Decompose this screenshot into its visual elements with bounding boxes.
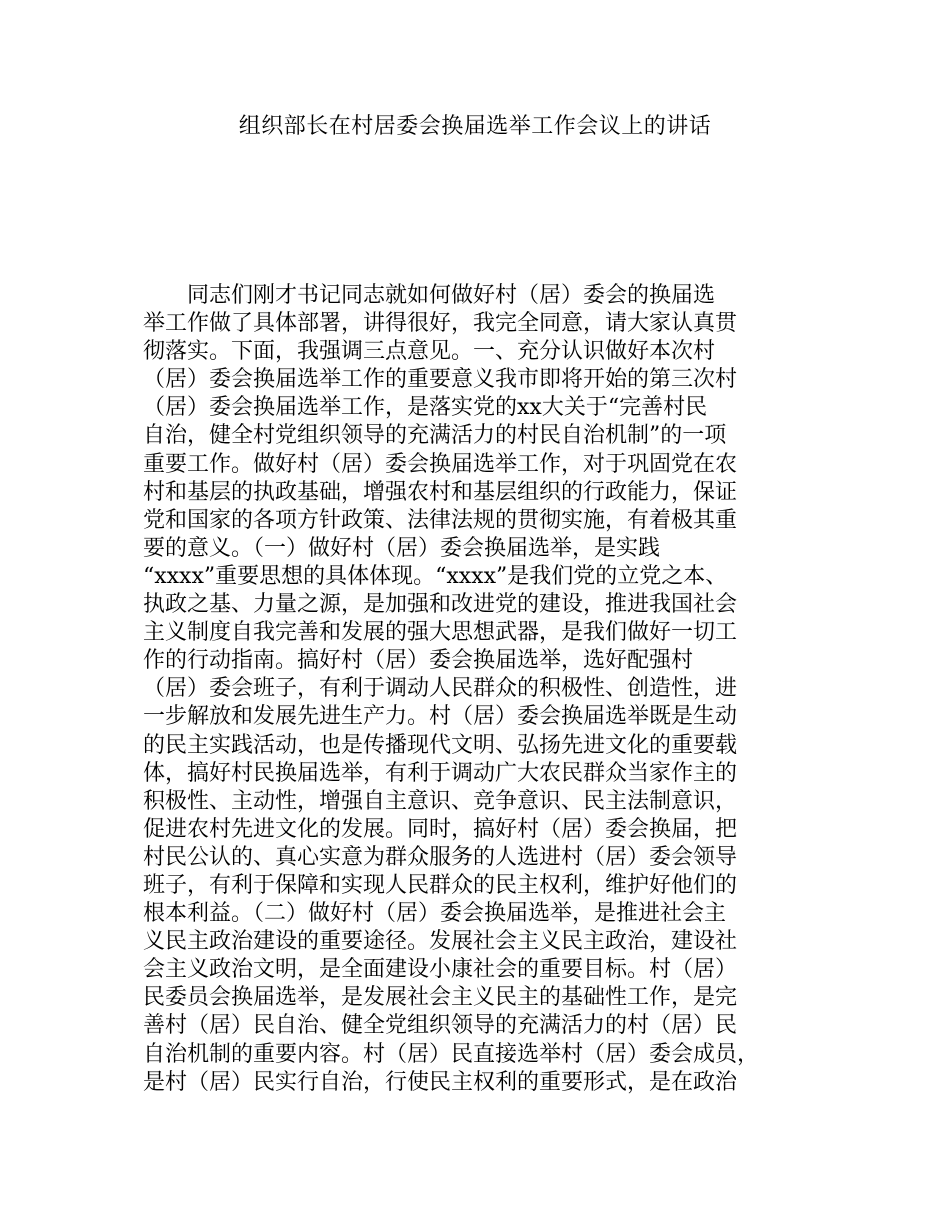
body-line: 积极性、主动性，增强自主意识、竞争意识、民主法制意识，: [143, 788, 738, 814]
body-line: 根本利益。（二）做好村（居）委会换届选举，是推进社会主: [143, 901, 727, 927]
body-line: 村民公认的、真心实意为群众服务的人选进村（居）委会领导: [143, 844, 738, 870]
body-line: 主义制度自我完善和发展的强大思想武器，是我们做好一切工: [143, 620, 738, 646]
body-line: 村和基层的执政基础，增强农村和基层组织的行政能力，保证: [143, 479, 738, 505]
body-line: 重要工作。做好村（居）委会换届选举工作，对于巩固党在农: [143, 451, 738, 477]
body-line: 党和国家的各项方针政策、法律法规的贯彻实施，有着极其重: [143, 507, 738, 533]
document-title: 组织部长在村居委会换届选举工作会议上的讲话: [238, 114, 712, 139]
body-line: 同志们刚才书记同志就如何做好村（居）委会的换届选: [143, 283, 716, 308]
body-line: 执政之基、力量之源，是加强和改进党的建设，推进我国社会: [143, 592, 738, 618]
body-line: 义民主政治建设的重要途径。发展社会主义民主政治，建设社: [143, 929, 738, 955]
document-body: [143, 282, 825, 1097]
body-line: （居）委会班子，有利于调动人民群众的积极性、创造性，进: [143, 676, 738, 702]
body-line: 班子，有利于保障和实现人民群众的民主权利，维护好他们的: [143, 872, 738, 898]
body-line: （居）委会换届选举工作的重要意义我市即将开始的第三次村: [143, 367, 738, 393]
body-line: 体，搞好村民换届选举，有利于调动广大农民群众当家作主的: [143, 760, 738, 786]
body-line: “xxxx”重要思想的具体体现。“xxxx”是我们党的立党之本、: [143, 563, 728, 589]
body-line: 会主义政治文明，是全面建设小康社会的重要目标。村（居）: [143, 957, 738, 983]
body-line: 一步解放和发展先进生产力。村（居）委会换届选举既是生动: [143, 704, 738, 730]
body-line: （居）委会换届选举工作，是落实党的xx大关于“完善村民: [143, 395, 708, 421]
body-line: 是村（居）民实行自治，行使民主权利的重要形式，是在政治: [143, 1069, 738, 1095]
body-line: 民委员会换届选举，是发展社会主义民主的基础性工作，是完: [143, 985, 738, 1011]
body-line: 要的意义。（一）做好村（居）委会换届选举，是实践: [143, 535, 661, 561]
body-line: 的民主实践活动，也是传播现代文明、弘扬先进文化的重要载: [143, 732, 738, 758]
body-line: 促进农村先进文化的发展。同时，搞好村（居）委会换届，把: [143, 816, 738, 842]
body-line: 举工作做了具体部署，讲得很好，我完全同意，请大家认真贯: [143, 311, 738, 337]
body-line: 善村（居）民自治、健全党组织领导的充满活力的村（居）民: [143, 1013, 738, 1039]
body-line: 自治机制的重要内容。村（居）民直接选举村（居）委会成员，: [143, 1041, 760, 1067]
body-line: 自治，健全村党组织领导的充满活力的村民自治机制”的一项: [143, 423, 727, 449]
body-line: 作的行动指南。搞好村（居）委会换届选举，选好配强村: [143, 648, 694, 674]
body-line: 彻落实。下面，我强调三点意见。一、充分认识做好本次村: [143, 339, 716, 365]
